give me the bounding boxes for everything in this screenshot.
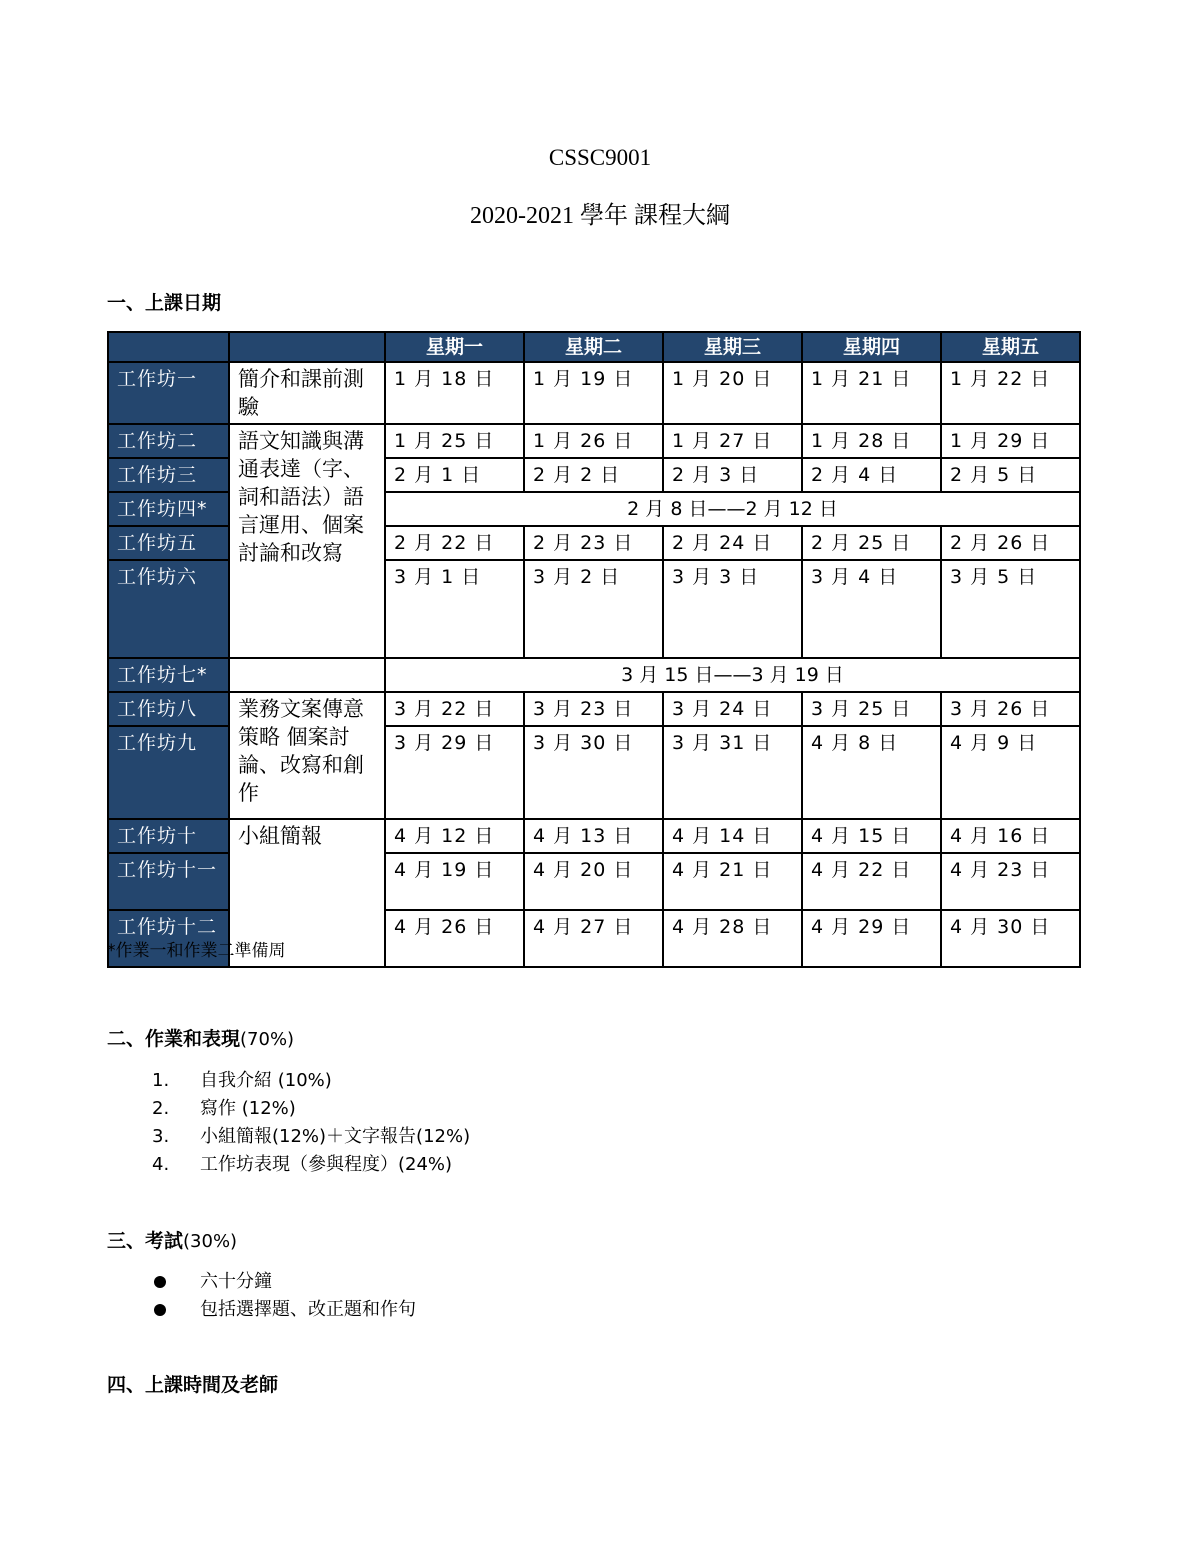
date-cell: 3 月 22 日: [385, 692, 524, 726]
table-row: [108, 692, 1080, 726]
date-cell: 3 月 4 日: [802, 560, 941, 658]
section-heading-dates: 一、上課日期: [107, 292, 222, 314]
workshop-label: 工作坊四*: [108, 492, 229, 526]
workshop-label: 工作坊十: [108, 819, 229, 853]
workshop-label: 工作坊十一: [108, 853, 229, 910]
date-cell: 2 月 22 日: [385, 526, 524, 560]
date-cell: 3 月 31 日: [663, 726, 802, 819]
table-header-row: [108, 332, 1080, 362]
table-row: [108, 424, 1080, 458]
date-cell: 3 月 26 日: [941, 692, 1080, 726]
date-cell: 4 月 26 日: [385, 910, 524, 967]
date-cell: 1 月 22 日: [941, 362, 1080, 424]
date-cell: 2 月 4 日: [802, 458, 941, 492]
list-text: 工作坊表現（參與程度）(24%): [200, 1154, 453, 1175]
workshop-label: 工作坊一: [108, 362, 229, 424]
date-cell: 2 月 26 日: [941, 526, 1080, 560]
table-row: [108, 819, 1080, 853]
date-cell: 4 月 16 日: [941, 819, 1080, 853]
header-cell-blank: [229, 332, 385, 362]
workshop-label: 工作坊九: [108, 726, 229, 819]
assignment-list: [152, 1067, 470, 1179]
date-cell: 1 月 27 日: [663, 424, 802, 458]
workshop-label: 工作坊十二: [108, 910, 229, 967]
empty-topic-cell: [229, 658, 385, 692]
workshop-label: 工作坊五: [108, 526, 229, 560]
header-weekday: 星期一: [385, 332, 524, 362]
date-cell: 3 月 30 日: [524, 726, 663, 819]
date-cell: 4 月 30 日: [941, 910, 1080, 967]
date-cell: 4 月 27 日: [524, 910, 663, 967]
topic-cell: 小組簡報: [229, 819, 385, 967]
section-title: 三、考試: [107, 1230, 184, 1252]
date-cell: 1 月 29 日: [941, 424, 1080, 458]
section-percentage: (70%): [240, 1029, 295, 1050]
date-cell: 1 月 19 日: [524, 362, 663, 424]
exam-list: [152, 1268, 416, 1324]
list-text: 自我介紹 (10%): [200, 1070, 332, 1091]
table-row: [108, 362, 1080, 424]
page-title: 2020-2021 學年 課程大綱: [470, 203, 730, 229]
course-code: CSSC9001: [548, 145, 652, 170]
date-cell: 3 月 3 日: [663, 560, 802, 658]
list-item: [152, 1095, 470, 1123]
list-text: 寫作 (12%): [200, 1098, 296, 1119]
list-item: [152, 1123, 470, 1151]
schedule-table: [107, 331, 1081, 968]
date-cell: 4 月 12 日: [385, 819, 524, 853]
workshop-label: 工作坊六: [108, 560, 229, 658]
list-item: [152, 1296, 416, 1324]
date-range-cell: 3 月 15 日——3 月 19 日: [385, 658, 1080, 692]
header-weekday: 星期二: [524, 332, 663, 362]
date-range-cell: 2 月 8 日——2 月 12 日: [385, 492, 1080, 526]
date-cell: 2 月 5 日: [941, 458, 1080, 492]
topic-cell: 業務文案傳意策略 個案討論、改寫和創作: [229, 692, 385, 819]
date-cell: 4 月 14 日: [663, 819, 802, 853]
header-weekday: 星期四: [802, 332, 941, 362]
header-weekday: 星期五: [941, 332, 1080, 362]
date-cell: 4 月 20 日: [524, 853, 663, 910]
date-cell: 1 月 28 日: [802, 424, 941, 458]
list-text: 包括選擇題、改正題和作句: [200, 1299, 416, 1320]
bullet-icon: [154, 1276, 166, 1288]
date-cell: 1 月 26 日: [524, 424, 663, 458]
header-cell-blank: [108, 332, 229, 362]
bullet-icon: [154, 1304, 166, 1316]
date-cell: 4 月 9 日: [941, 726, 1080, 819]
list-item: [152, 1151, 470, 1179]
date-cell: 2 月 23 日: [524, 526, 663, 560]
section-heading-exam: [107, 1226, 237, 1253]
workshop-label: 工作坊二: [108, 424, 229, 458]
date-cell: 3 月 23 日: [524, 692, 663, 726]
list-number: 3.: [152, 1126, 170, 1147]
date-cell: 3 月 24 日: [663, 692, 802, 726]
date-cell: 4 月 28 日: [663, 910, 802, 967]
list-number: 2.: [152, 1098, 170, 1119]
footnote: *作業一和作業二準備周: [107, 941, 286, 961]
date-cell: 1 月 25 日: [385, 424, 524, 458]
section-heading-schedule-teachers: 四、上課時間及老師: [107, 1374, 279, 1396]
date-cell: 1 月 21 日: [802, 362, 941, 424]
workshop-label: 工作坊七*: [108, 658, 229, 692]
list-item: [152, 1268, 416, 1296]
date-cell: 2 月 3 日: [663, 458, 802, 492]
date-cell: 4 月 8 日: [802, 726, 941, 819]
topic-cell: 簡介和課前測驗: [229, 362, 385, 424]
date-cell: 4 月 29 日: [802, 910, 941, 967]
date-cell: 3 月 1 日: [385, 560, 524, 658]
section-percentage: (30%): [183, 1231, 238, 1252]
date-cell: 1 月 18 日: [385, 362, 524, 424]
date-cell: 3 月 5 日: [941, 560, 1080, 658]
list-text: 六十分鐘: [200, 1271, 272, 1292]
date-cell: 1 月 20 日: [663, 362, 802, 424]
date-cell: 4 月 15 日: [802, 819, 941, 853]
date-cell: 4 月 23 日: [941, 853, 1080, 910]
date-cell: 4 月 22 日: [802, 853, 941, 910]
workshop-label: 工作坊三: [108, 458, 229, 492]
section-title: 二、作業和表現: [107, 1028, 241, 1050]
list-item: [152, 1067, 470, 1095]
header-weekday: 星期三: [663, 332, 802, 362]
list-number: 4.: [152, 1154, 170, 1175]
date-cell: 4 月 13 日: [524, 819, 663, 853]
date-cell: 3 月 25 日: [802, 692, 941, 726]
table-row: [108, 658, 1080, 692]
section-heading-assignments: [107, 1024, 294, 1051]
list-text: 小組簡報(12%)＋文字報告(12%): [200, 1126, 471, 1147]
date-cell: 3 月 2 日: [524, 560, 663, 658]
date-cell: 2 月 1 日: [385, 458, 524, 492]
date-cell: 3 月 29 日: [385, 726, 524, 819]
topic-cell: 語文知識與溝通表達（字、詞和語法）語言運用、個案討論和改寫: [229, 424, 385, 658]
date-cell: 4 月 19 日: [385, 853, 524, 910]
list-number: 1.: [152, 1070, 170, 1091]
date-cell: 2 月 24 日: [663, 526, 802, 560]
date-cell: 2 月 25 日: [802, 526, 941, 560]
workshop-label: 工作坊八: [108, 692, 229, 726]
date-cell: 4 月 21 日: [663, 853, 802, 910]
date-cell: 2 月 2 日: [524, 458, 663, 492]
